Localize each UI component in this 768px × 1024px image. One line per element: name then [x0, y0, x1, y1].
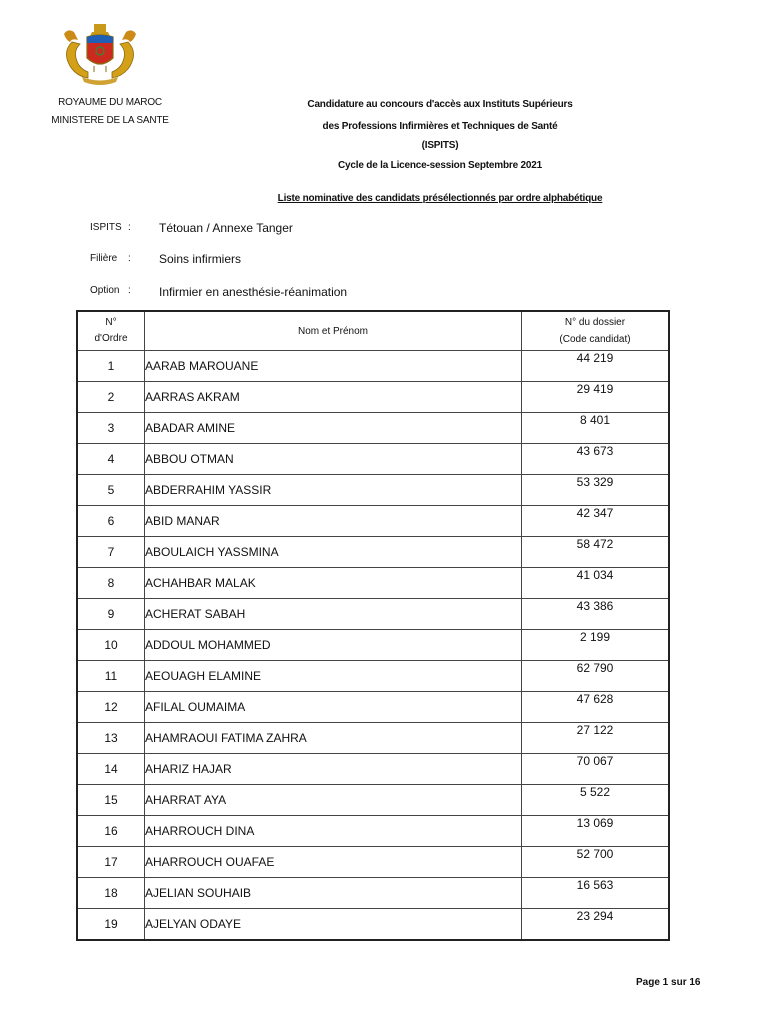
- row-order-number: 13: [77, 723, 145, 754]
- table-row: [77, 599, 669, 630]
- row-file-number: 47 628: [522, 692, 670, 723]
- row-candidate-name: AEOUAGH ELAMINE: [145, 661, 522, 692]
- table-row: [77, 351, 669, 382]
- header-order-number: [77, 311, 145, 351]
- row-order-number: 9: [77, 599, 145, 630]
- doc-title-line-1: Candidature au concours d'accès aux Instituts Supérieurs: [307, 99, 573, 110]
- meta-value-ispits: Tétouan / Annexe Tanger: [159, 221, 293, 235]
- meta-value-option: Infirmier en anesthésie-réanimation: [159, 285, 348, 299]
- row-file-number: 43 386: [522, 599, 670, 630]
- header-order-line-2: d'Ordre: [94, 333, 128, 344]
- row-order-number: 8: [77, 568, 145, 599]
- table-row: [77, 723, 669, 754]
- meta-colon: :: [128, 253, 131, 264]
- row-file-number: 44 219: [522, 351, 670, 382]
- row-order-number: 7: [77, 537, 145, 568]
- header-order-line-1: N°: [105, 317, 117, 328]
- table-row: [77, 909, 669, 941]
- row-order-number: 15: [77, 785, 145, 816]
- row-order-number: 5: [77, 475, 145, 506]
- header-file-number: [522, 311, 670, 351]
- row-order-number: 19: [77, 909, 145, 941]
- table-row: [77, 816, 669, 847]
- header-file-line-1: N° du dossier: [564, 317, 626, 328]
- org-ministry: MINISTERE DE LA SANTE: [51, 115, 169, 126]
- doc-title-line-3: (ISPITS): [421, 140, 459, 151]
- row-candidate-name: AJELIAN SOUHAIB: [145, 878, 522, 909]
- row-order-number: 10: [77, 630, 145, 661]
- row-candidate-name: ABOULAICH YASSMINA: [145, 537, 522, 568]
- table-row: [77, 568, 669, 599]
- row-order-number: 17: [77, 847, 145, 878]
- candidates-table: [76, 310, 670, 941]
- row-candidate-name: ACHAHBAR MALAK: [145, 568, 522, 599]
- row-order-number: 18: [77, 878, 145, 909]
- row-candidate-name: AARRAS AKRAM: [145, 382, 522, 413]
- header-full-name: Nom et Prénom: [145, 311, 522, 351]
- row-order-number: 16: [77, 816, 145, 847]
- row-file-number: 8 401: [522, 413, 670, 444]
- row-file-number: 58 472: [522, 537, 670, 568]
- row-file-number: 42 347: [522, 506, 670, 537]
- meta-value-filiere: Soins infirmiers: [159, 252, 242, 266]
- row-candidate-name: AJELYAN ODAYE: [145, 909, 522, 941]
- row-candidate-name: AHARIZ HAJAR: [145, 754, 522, 785]
- row-order-number: 1: [77, 351, 145, 382]
- table-row: [77, 444, 669, 475]
- org-country: ROYAUME DU MAROC: [58, 97, 162, 108]
- table-row: [77, 847, 669, 878]
- row-order-number: 12: [77, 692, 145, 723]
- row-file-number: 27 122: [522, 723, 670, 754]
- row-order-number: 11: [77, 661, 145, 692]
- header-file-line-2: (Code candidat): [559, 334, 631, 345]
- table-row: [77, 537, 669, 568]
- row-order-number: 14: [77, 754, 145, 785]
- row-file-number: 41 034: [522, 568, 670, 599]
- row-candidate-name: ADDOUL MOHAMMED: [145, 630, 522, 661]
- row-file-number: 23 294: [522, 909, 670, 941]
- row-order-number: 2: [77, 382, 145, 413]
- doc-title-line-4: Cycle de la Licence-session Septembre 2021: [338, 160, 542, 171]
- row-candidate-name: ABID MANAR: [145, 506, 522, 537]
- row-candidate-name: AHARRAT AYA: [145, 785, 522, 816]
- meta-colon: :: [128, 285, 131, 296]
- row-file-number: 70 067: [522, 754, 670, 785]
- table-row: [77, 692, 669, 723]
- table-body: [77, 351, 669, 941]
- row-file-number: 29 419: [522, 382, 670, 413]
- row-candidate-name: AHARROUCH DINA: [145, 816, 522, 847]
- row-file-number: 2 199: [522, 630, 670, 661]
- table-row: [77, 785, 669, 816]
- row-order-number: 6: [77, 506, 145, 537]
- row-candidate-name: ABBOU OTMAN: [145, 444, 522, 475]
- row-file-number: 53 329: [522, 475, 670, 506]
- table-row: [77, 506, 669, 537]
- row-candidate-name: AHARROUCH OUAFAE: [145, 847, 522, 878]
- table-row: [77, 878, 669, 909]
- row-file-number: 13 069: [522, 816, 670, 847]
- table-header-row: [77, 311, 669, 351]
- table-row: [77, 413, 669, 444]
- table-row: [77, 754, 669, 785]
- meta-label-ispits: ISPITS: [90, 222, 122, 233]
- row-candidate-name: AHAMRAOUI FATIMA ZAHRA: [145, 723, 522, 754]
- doc-title-line-2: des Professions Infirmières et Techniques de Santé: [322, 121, 558, 132]
- row-file-number: 52 700: [522, 847, 670, 878]
- meta-colon: :: [128, 222, 131, 233]
- row-file-number: 43 673: [522, 444, 670, 475]
- meta-label-option: Option: [90, 285, 120, 296]
- row-file-number: 16 563: [522, 878, 670, 909]
- row-candidate-name: ABADAR AMINE: [145, 413, 522, 444]
- page-number: Page 1 sur 16: [636, 977, 701, 988]
- row-file-number: 5 522: [522, 785, 670, 816]
- table-row: [77, 475, 669, 506]
- coat-of-arms-icon: [58, 22, 142, 86]
- table-row: [77, 382, 669, 413]
- table-row: [77, 630, 669, 661]
- row-order-number: 4: [77, 444, 145, 475]
- meta-label-filiere: Filière: [90, 253, 118, 264]
- row-file-number: 62 790: [522, 661, 670, 692]
- table-row: [77, 661, 669, 692]
- row-order-number: 3: [77, 413, 145, 444]
- row-candidate-name: ACHERAT SABAH: [145, 599, 522, 630]
- list-title: Liste nominative des candidats présélectionnés par ordre alphabétique: [277, 193, 603, 204]
- row-candidate-name: ABDERRAHIM YASSIR: [145, 475, 522, 506]
- row-candidate-name: AFILAL OUMAIMA: [145, 692, 522, 723]
- row-candidate-name: AARAB MAROUANE: [145, 351, 522, 382]
